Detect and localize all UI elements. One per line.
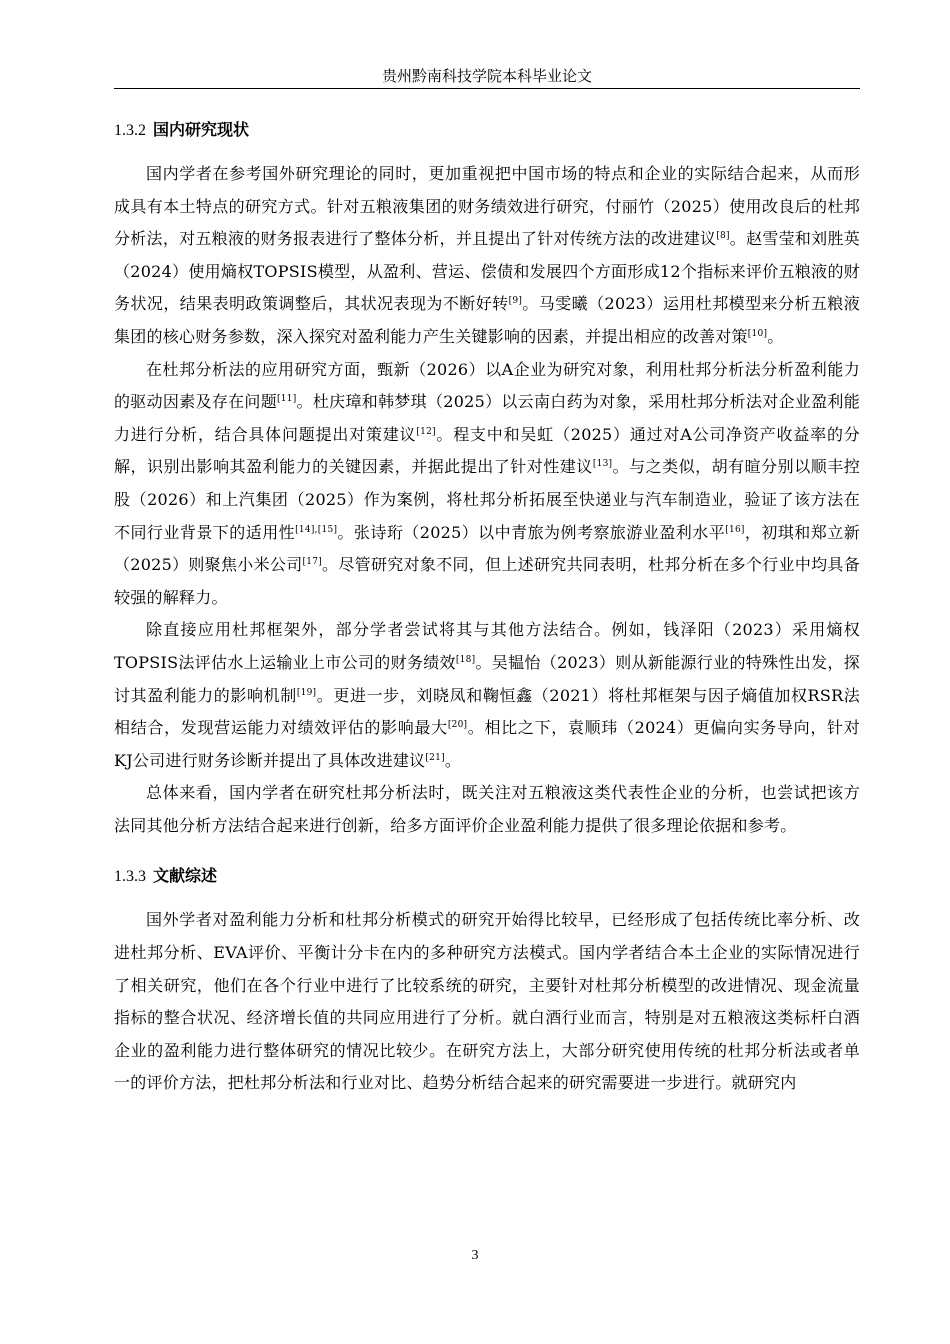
paragraph-text: 。吴韫怡（2023）则从新能源行业的特殊性出发，探讨其盈利能力的影响机制: [114, 652, 860, 705]
paragraph-text: 。更进一步，刘晓凤和鞠恒鑫（2021）将杜邦框架与因子熵值加权RSR法相结合，发现营运能力对绩效评估的影响最大: [114, 685, 860, 738]
section-heading-domestic-research: [114, 112, 860, 148]
paragraph-text: 总体来看，国内学者在研究杜邦分析法时，既关注对五粮液这类代表性企业的分析，也尝试把该方法同其他分析方法结合起来进行创新，给多方面评价企业盈利能力提供了很多理论依据和参考。: [114, 783, 860, 835]
header-title: 贵州黔南科技学院本科毕业论文: [381, 67, 592, 85]
citation-marker: [13]: [592, 459, 613, 470]
paragraph: [114, 158, 860, 354]
citation-marker: [16]: [725, 524, 745, 535]
paragraph-text: 。赵雪莹和刘胜英（2024）使用熵权TOPSIS模型，从盈利、营运、偿债和发展四个方面形成12个指标来评价五粮液的财务状况，结果表明政策调整后，其状况表现为不断好转: [114, 229, 860, 314]
page-header: [114, 66, 860, 89]
paragraph-text: 除直接应用杜邦框架外，部分学者尝试将其与其他方法结合。例如，钱泽阳（2023）采用熵权TOPSIS法评估水上运输业上市公司的财务绩效: [114, 620, 860, 672]
paragraph-text: 。张诗珩（2025）以中青旅为例考察旅游业盈利水平: [337, 522, 726, 542]
section-heading-literature-review: [114, 858, 860, 894]
paragraph: [114, 354, 860, 615]
citation-marker: [18]: [455, 654, 476, 665]
section-title: 文献综述: [153, 866, 218, 886]
page-number: 3: [471, 1248, 479, 1263]
citation-marker: [19]: [296, 687, 317, 698]
paragraph-text: 国外学者对盈利能力分析和杜邦分析模式的研究开始得比较早，已经形成了包括传统比率分析、改进杜邦分析、EVA评价、平衡计分卡在内的多种研究方法模式。国内学者结合本土企业的实际情况进行了相关研究，他们在各个行业中进行了比较系统的研究，主要针对杜邦分析模型的改进情况、现金流量指标的整合状况、经济增长值的共同应用进行了分析。就白酒行业而言，特别是对五粮液这类标杆白酒企业的盈利能力进行整体研究的情况比较少。在研究方法上，大部分研究使用传统的杜邦分析法或者单一的评价方法，把杜邦分析法和行业对比、趋势分析结合起来的研究需要进一步进行。就研究内: [114, 910, 860, 1093]
citation-marker: [17]: [302, 557, 322, 568]
section-number: 1.3.3: [114, 868, 146, 886]
citation-marker: [8]: [716, 231, 730, 242]
paragraph-text: 。与之类似，胡有暄分别以顺丰控股（2026）和上汽集团（2025）作为案例，将杜邦分析拓展至快递业与汽车制造业，验证了该方法在不同行业背景下的适用性: [114, 457, 860, 542]
paragraph-text: 。杜庆璋和韩梦琪（2025）以云南白药为对象，采用杜邦分析法对企业盈利能力进行分析，结合具体问题提出对策建议: [114, 392, 860, 444]
paragraph: [114, 777, 860, 842]
paragraph-text: 。: [767, 326, 784, 346]
section-number: 1.3.2: [114, 122, 146, 139]
paragraph-text: 。相比之下，袁顺玮（2024）更偏向实务导向，针对KJ公司进行财务诊断并提出了具体改进建议: [114, 718, 860, 770]
paragraph-text: ，初琪和郑立新（2025）则聚焦小米公司: [114, 522, 860, 575]
citation-marker: [20]: [447, 720, 468, 731]
citation-marker: [11]: [277, 394, 297, 405]
paragraph-text: 国内学者在参考国外研究理论的同时，更加重视把中国市场的特点和企业的实际结合起来，从而形成具有本土特点的研究方式。针对五粮液集团的财务绩效进行研究，付丽竹（2025）使用改良后的杜邦分析法，对五粮液的财务报表进行了整体分析，并且提出了针对传统方法的改进建议: [114, 164, 860, 249]
citation-marker: [14],[15]: [295, 524, 338, 535]
paragraph: [114, 614, 860, 777]
paragraph-text: 在杜邦分析法的应用研究方面，甄新（2026）以A企业为研究对象，利用杜邦分析法分析盈利能力的驱动因素及存在问题: [114, 359, 860, 412]
paragraph-text: 。: [444, 750, 462, 770]
paragraph-text: 。马雯曦（2023）运用杜邦模型来分析五粮液集团的核心财务参数，深入探究对盈利能力产生关键影响的因素，并提出相应的改善对策: [114, 294, 860, 346]
paragraph: [114, 904, 860, 1100]
citation-marker: [9]: [508, 296, 523, 307]
citation-marker: [12]: [416, 426, 436, 437]
section-title: 国内研究现状: [153, 120, 250, 139]
citation-marker: [10]: [747, 328, 768, 339]
paragraph-text: 。尽管研究对象不同，但上述研究共同表明，杜邦分析在多个行业中均具备较强的解释力。: [114, 555, 860, 607]
citation-marker: [21]: [425, 752, 445, 763]
page-content: [114, 112, 860, 1100]
paragraph-text: 。程支中和吴虹（2025）通过对A公司净资产收益率的分解，识别出影响其盈利能力的关键因素，并据此提出了针对性建议: [114, 424, 860, 477]
